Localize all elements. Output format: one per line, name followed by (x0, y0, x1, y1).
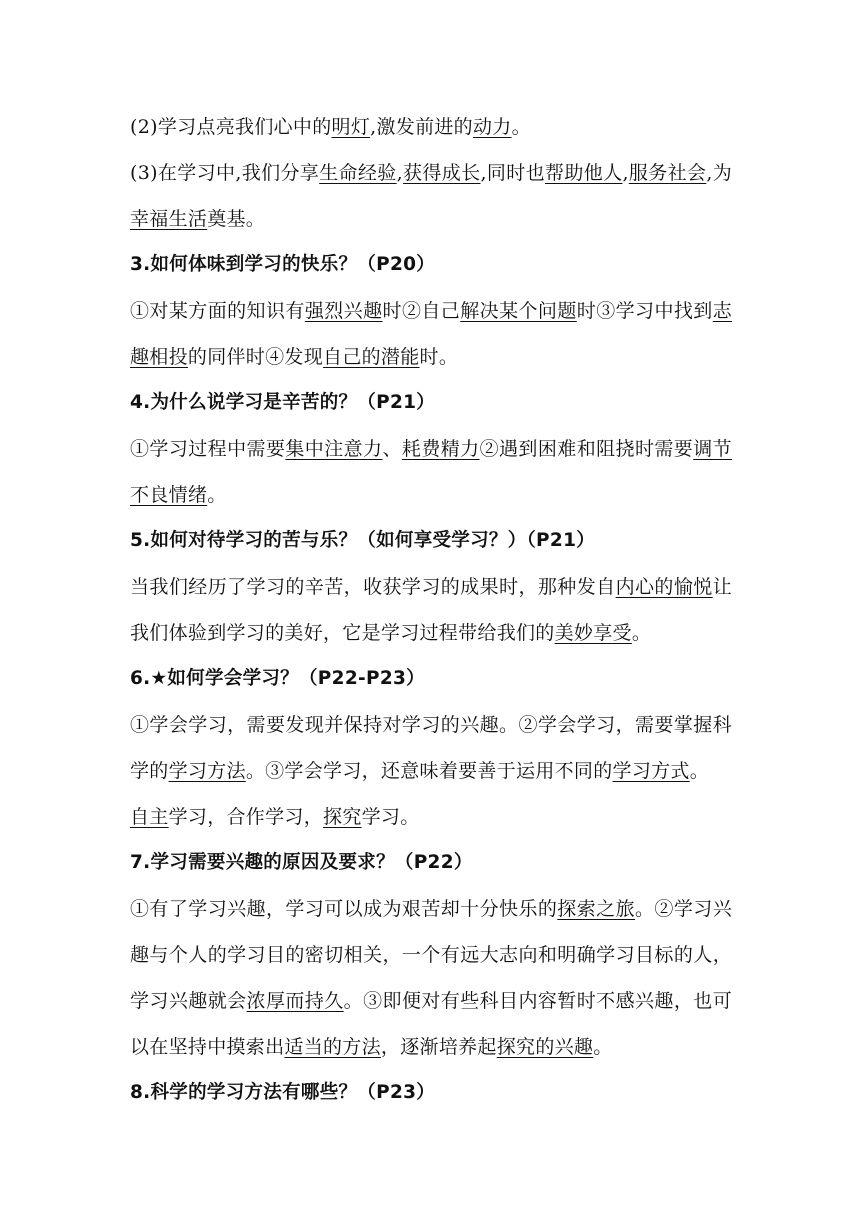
text: , (396, 162, 403, 184)
key-term: 美妙享受 (554, 622, 632, 644)
key-term: 帮助他人 (545, 162, 623, 184)
key-term: 探索之旅 (557, 898, 635, 920)
text: 时③学习中找到 (576, 300, 713, 322)
key-term: 自主 (130, 806, 169, 828)
key-term: 自己的潜能 (323, 346, 420, 368)
text: ②遇到困难和阻挠时需要 (479, 438, 694, 460)
key-term: 获得成长 (402, 162, 481, 184)
text: 。②学习兴趣与个人的学习目的密切相关，一个有远大志向和明确学习目标的人，学习兴趣就会 (130, 898, 732, 1012)
key-term: 学习方式 (612, 760, 690, 782)
key-term: 生命经验 (319, 162, 397, 184)
key-term: 调节不良情绪 (130, 438, 732, 506)
text: , (622, 162, 629, 184)
key-term: 明灯 (331, 116, 371, 138)
text: (2)学习点亮我们心中的 (130, 116, 332, 138)
answer-6 (130, 702, 732, 794)
text: 。 (631, 622, 652, 644)
answer-3 (130, 288, 732, 380)
text: ,为 (706, 162, 733, 184)
answer-6-line2 (130, 794, 732, 840)
key-term: 探究 (323, 806, 362, 828)
text: ①有了学习兴趣，学习可以成为艰苦却十分快乐的 (130, 898, 558, 920)
key-term: 动力 (472, 116, 512, 138)
question-heading-3: 3.如何体味到学习的快乐？（P20） (130, 254, 436, 275)
question-heading-7: 7.学习需要兴趣的原因及要求？（P22） (130, 852, 473, 873)
answer-4 (130, 426, 732, 518)
text: 当我们经历了学习的辛苦，收获学习的成果时，那种发自 (130, 576, 616, 598)
text: 、 (382, 438, 402, 460)
answer-7 (130, 886, 732, 1070)
text: 。 (593, 1036, 613, 1058)
paragraph-item-3 (130, 150, 732, 242)
key-term: 内心的愉悦 (615, 576, 713, 598)
key-term: 幸福生活 (130, 208, 208, 230)
key-term: 学习方法 (168, 760, 246, 782)
key-term: 集中注意力 (285, 438, 383, 460)
text: 。③学会学习，还意味着要善于运用不同的 (245, 760, 613, 782)
key-term: 解决某个问题 (460, 300, 577, 322)
text: ,激发前进的 (370, 116, 473, 138)
key-term: 志趣相投 (130, 300, 733, 368)
text: 时。 (419, 346, 459, 368)
key-term: 浓厚而持久 (246, 990, 344, 1012)
text: 让我们体验到学习的美好，它是学习过程带给我们的 (130, 576, 732, 644)
paragraph-item-2 (130, 104, 732, 150)
text: 学习，合作学习， (168, 806, 324, 828)
text: 学习。 (361, 806, 420, 828)
key-term: 服务社会 (628, 162, 707, 184)
text: 。③即便对有些科目内容暂时不感兴趣，也可以在坚持中摸索出 (130, 990, 732, 1058)
question-heading-6: 6.★如何学会学习？（P22-P23） (130, 668, 425, 689)
question-heading-5: 5.如何对待学习的苦与乐？（如何享受学习？）（P21） (130, 530, 596, 551)
text: (3)在学习中,我们分享 (130, 162, 320, 184)
key-term: 强烈兴趣 (304, 300, 383, 322)
text: ①学会学习，需要发现并保持对学习的兴趣。②学会学习，需要掌握科学的 (130, 714, 732, 782)
text: 。 (511, 116, 531, 138)
text: ①学习过程中需要 (130, 438, 286, 460)
text: ,同时也 (480, 162, 545, 184)
text: 。 (689, 760, 710, 782)
answer-5 (130, 564, 732, 656)
key-term: 适当的方法 (284, 1036, 381, 1058)
text: 。 (207, 484, 227, 506)
question-heading-4: 4.为什么说学习是辛苦的？（P21） (130, 392, 436, 413)
text: 奠基。 (207, 208, 266, 230)
text: ①对某方面的知识有 (130, 300, 305, 322)
key-term: 耗费精力 (401, 438, 480, 460)
text: 的同伴时④发现 (187, 346, 324, 368)
text: 时②自己 (382, 300, 461, 322)
document-page (130, 104, 732, 1116)
key-term: 探究的兴趣 (496, 1036, 594, 1058)
text: ，逐渐培养起 (380, 1036, 497, 1058)
question-heading-8: 8.科学的学习方法有哪些？（P23） (130, 1082, 436, 1103)
